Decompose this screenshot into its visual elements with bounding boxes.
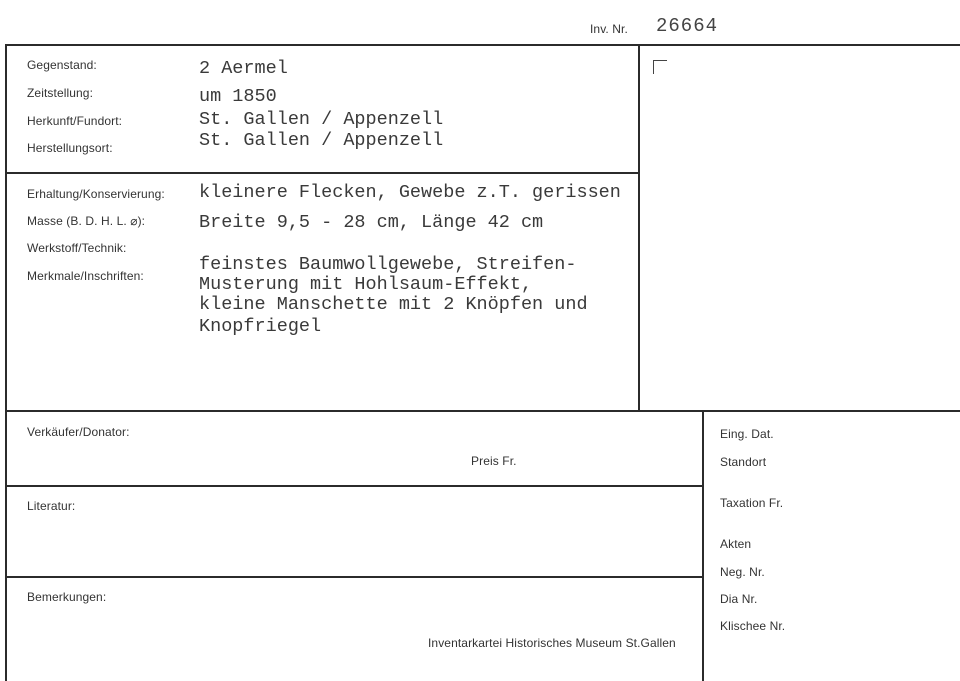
herstellungsort-value: St. Gallen / Appenzell: [199, 130, 444, 151]
erhaltung-label: Erhaltung/Konservierung:: [27, 187, 165, 201]
sidebar-border: [702, 410, 704, 681]
eing-dat-label: Eing. Dat.: [720, 427, 774, 441]
akten-label: Akten: [720, 537, 752, 551]
object-section-divider: [5, 172, 640, 174]
zeitstellung-value: um 1850: [199, 86, 277, 107]
merkmale-label: Merkmale/Inschriften:: [27, 269, 144, 283]
werkstoff-label: Werkstoff/Technik:: [27, 241, 127, 255]
herkunft-label: Herkunft/Fundort:: [27, 114, 123, 128]
verkaeufer-label: Verkäufer/Donator:: [27, 425, 130, 439]
dia-nr-label: Dia Nr.: [720, 592, 758, 606]
corner-mark-icon: [653, 60, 667, 74]
image-area-border: [638, 44, 640, 412]
herkunft-value: St. Gallen / Appenzell: [199, 109, 444, 130]
inv-number: 26664: [656, 15, 719, 37]
gegenstand-value: 2 Aermel: [199, 58, 288, 79]
literatur-label: Literatur:: [27, 499, 76, 513]
left-border: [5, 44, 7, 681]
literatur-divider: [5, 576, 703, 578]
standort-label: Standort: [720, 455, 767, 469]
klischee-nr-label: Klischee Nr.: [720, 619, 786, 633]
preis-label: Preis Fr.: [471, 454, 517, 468]
erhaltung-value: kleinere Flecken, Gewebe z.T. gerissen: [199, 182, 621, 203]
top-rule: [5, 44, 960, 46]
taxation-label: Taxation Fr.: [720, 496, 784, 510]
bemerkungen-label: Bemerkungen:: [27, 590, 107, 604]
zeitstellung-label: Zeitstellung:: [27, 86, 93, 100]
herstellungsort-label: Herstellungsort:: [27, 141, 113, 155]
description-line: Knopfriegel: [199, 316, 322, 337]
description-line: Musterung mit Hohlsaum-Effekt,: [199, 274, 533, 295]
inv-number-label: Inv. Nr.: [590, 22, 628, 36]
masse-label: Masse (B. D. H. L. ⌀):: [27, 214, 146, 228]
description-line: kleine Manschette mit 2 Knöpfen und: [199, 294, 588, 315]
description-line: feinstes Baumwollgewebe, Streifen-: [199, 254, 577, 275]
gegenstand-label: Gegenstand:: [27, 58, 97, 72]
neg-nr-label: Neg. Nr.: [720, 565, 765, 579]
verkaeufer-divider: [5, 485, 703, 487]
main-section-divider: [5, 410, 960, 412]
card-footer: Inventarkartei Historisches Museum St.Gallen: [428, 636, 676, 650]
masse-value: Breite 9,5 - 28 cm, Länge 42 cm: [199, 212, 544, 233]
